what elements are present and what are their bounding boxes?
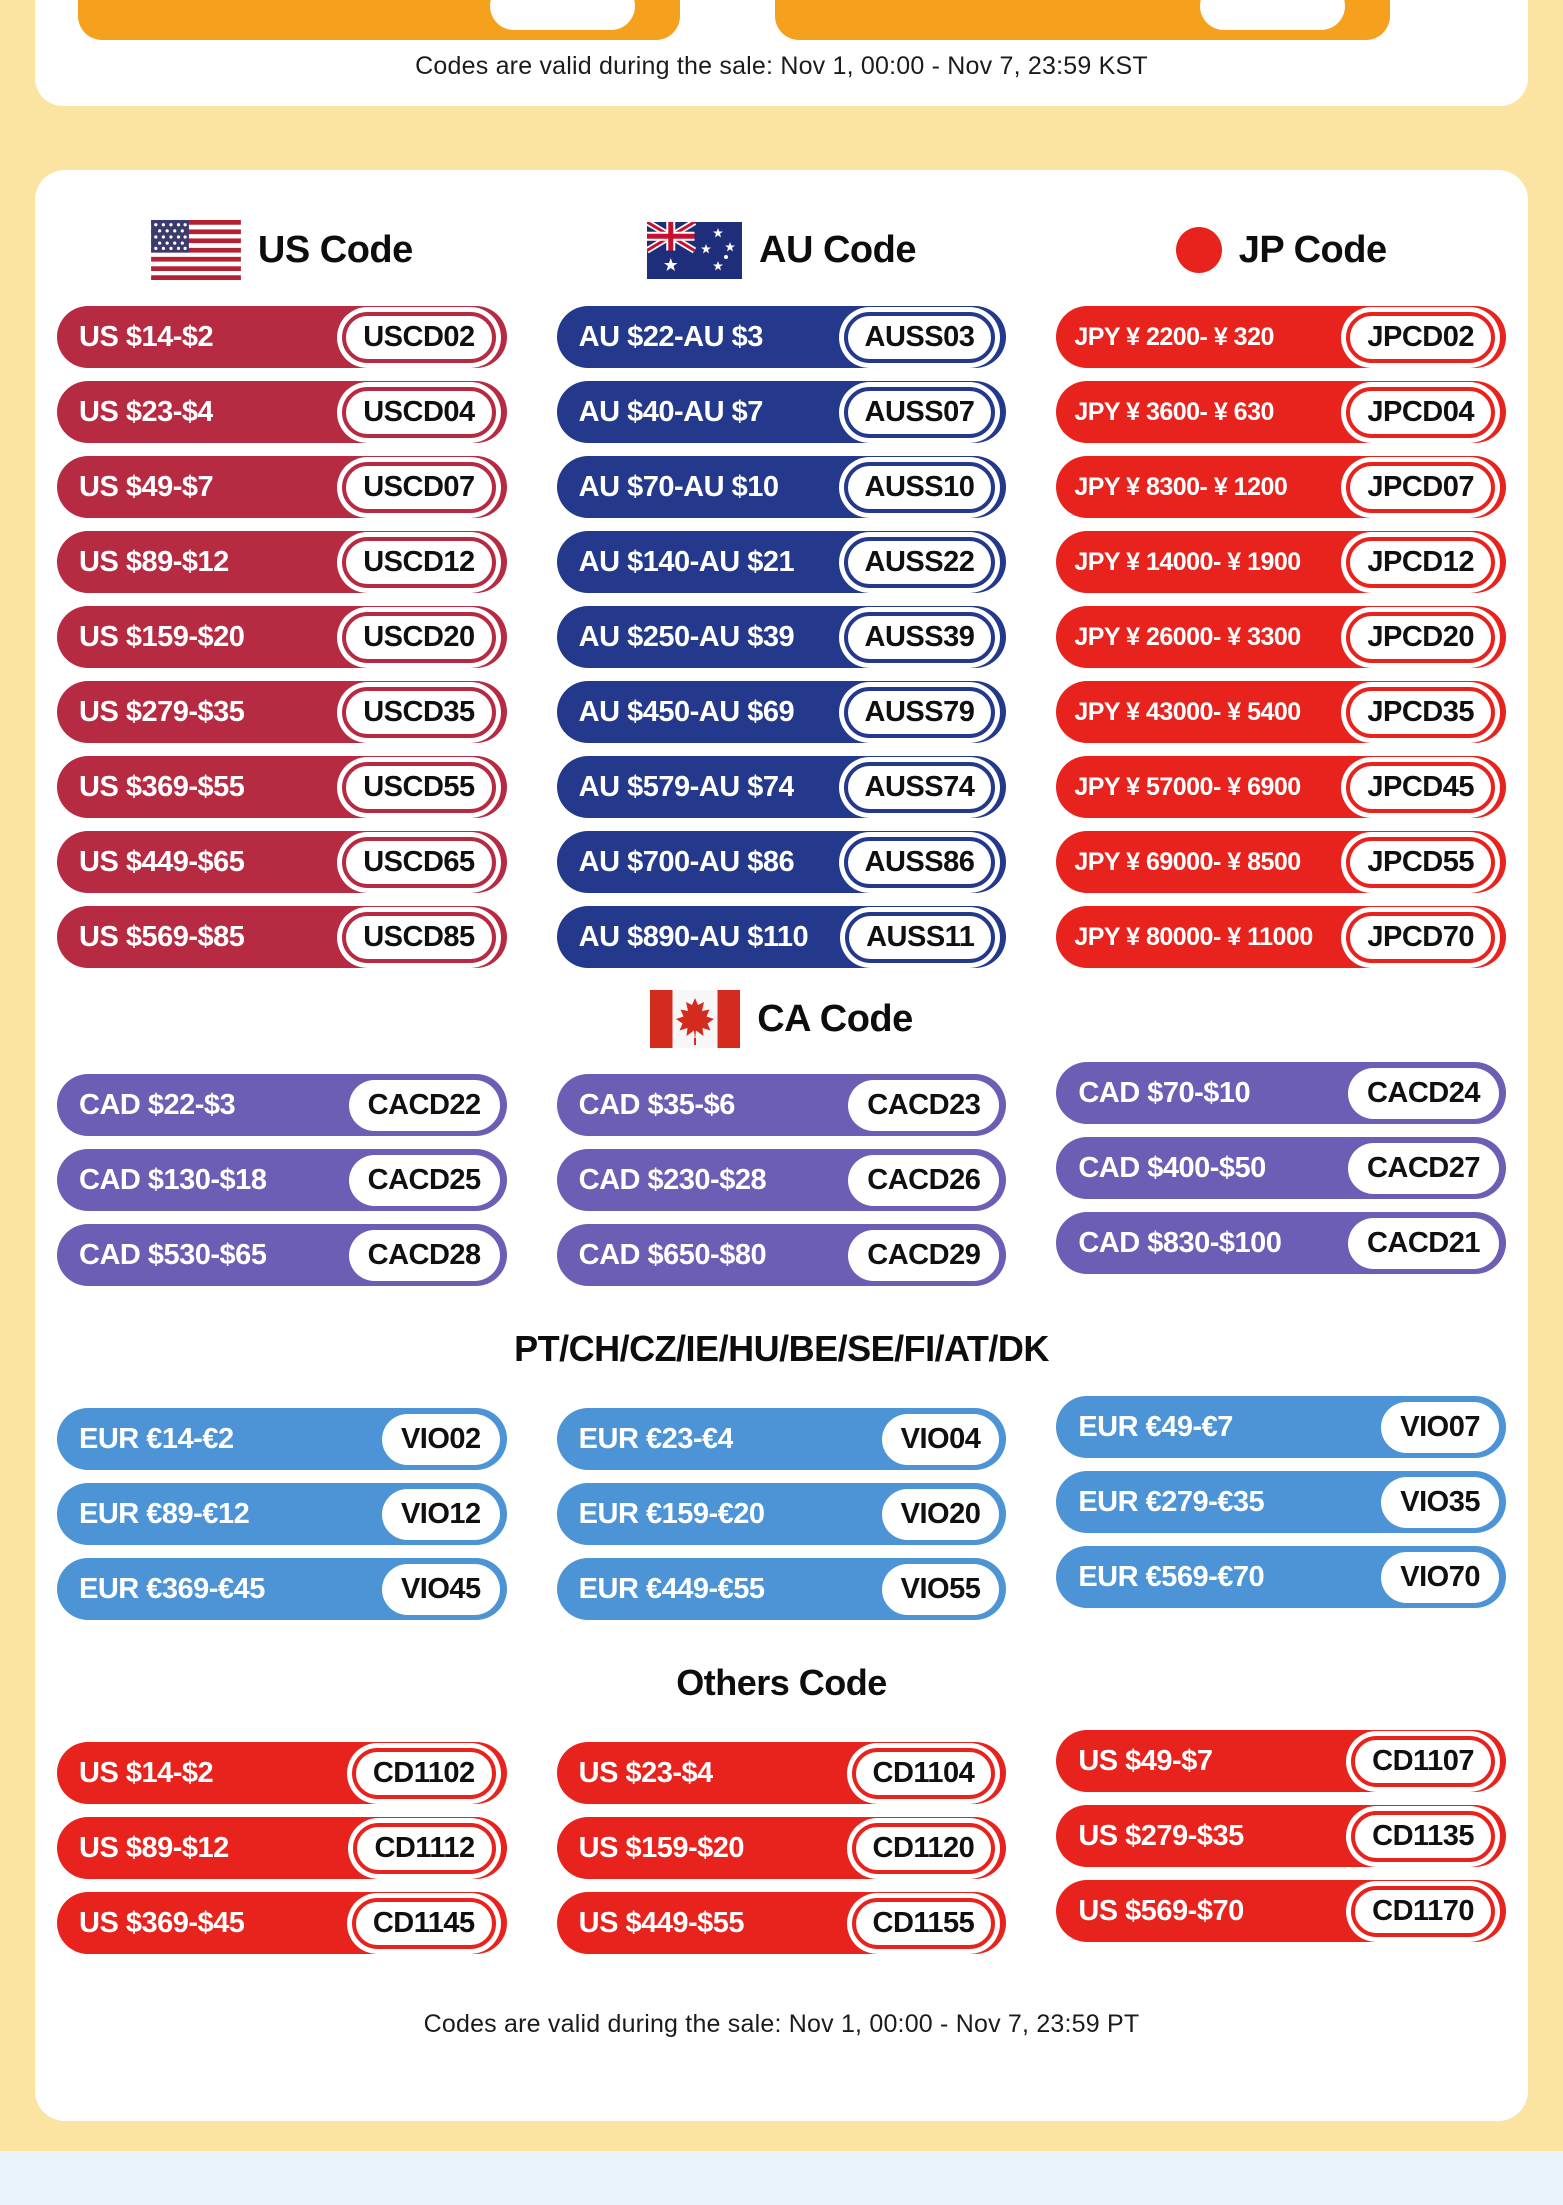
coupon-amount: JPY ¥ 8300- ¥ 1200 xyxy=(1074,472,1288,501)
coupon-amount: JPY ¥ 57000- ¥ 6900 xyxy=(1074,772,1301,801)
coupon-code[interactable]: CACD28 xyxy=(349,1230,500,1281)
coupon-amount: AU $22-AU $3 xyxy=(578,320,763,353)
coupon-amount: US $23-$4 xyxy=(578,1756,713,1789)
coupon-code[interactable]: CD1102 xyxy=(352,1748,496,1799)
coupon-amount: EUR €159-€20 xyxy=(578,1497,765,1530)
coupon-amount: EUR €14-€2 xyxy=(79,1422,234,1455)
coupon-amount: US $449-$55 xyxy=(578,1906,745,1939)
coupon-pill[interactable] xyxy=(57,756,507,818)
coupon-code[interactable]: VIO04 xyxy=(882,1414,1000,1465)
us-code-title: US Code xyxy=(257,228,413,271)
coupon-code[interactable]: VIO02 xyxy=(382,1414,500,1465)
coupon-pill[interactable] xyxy=(1056,831,1506,893)
coupon-code[interactable]: VIO70 xyxy=(1381,1552,1499,1603)
coupon-code[interactable]: USCD12 xyxy=(342,537,495,588)
coupon-pill[interactable] xyxy=(557,681,1007,743)
coupon-pill[interactable] xyxy=(57,456,507,518)
coupon-pill[interactable] xyxy=(57,906,507,968)
coupon-code[interactable]: JPCD45 xyxy=(1346,762,1495,813)
coupon-pill[interactable] xyxy=(57,1817,507,1879)
coupon-amount: CAD $35-$6 xyxy=(578,1088,735,1121)
coupon-code[interactable]: CD1104 xyxy=(852,1748,996,1799)
coupon-pill[interactable] xyxy=(557,1483,1007,1545)
coupon-pill[interactable] xyxy=(557,531,1007,593)
coupon-pill[interactable] xyxy=(57,1558,507,1620)
coupon-pill[interactable] xyxy=(557,1558,1007,1620)
coupon-amount: CAD $530-$65 xyxy=(79,1238,267,1271)
coupon-code[interactable]: AUSS10 xyxy=(844,462,996,513)
coupon-amount: JPY ¥ 2200- ¥ 320 xyxy=(1074,322,1274,351)
eur-coupon-grid xyxy=(57,1408,1506,1620)
coupon-pill[interactable] xyxy=(1056,456,1506,518)
coupon-pill[interactable] xyxy=(557,1224,1007,1286)
coupon-amount: US $14-$2 xyxy=(79,320,214,353)
coupon-amount: US $159-$20 xyxy=(79,620,245,653)
coupon-pill[interactable] xyxy=(1056,1880,1506,1942)
coupon-code[interactable]: AUSS03 xyxy=(844,312,996,363)
coupon-pill[interactable] xyxy=(1056,1471,1506,1533)
coupon-code[interactable]: USCD55 xyxy=(342,762,495,813)
coupon-code[interactable]: CACD22 xyxy=(349,1080,500,1131)
coupon-amount: AU $700-AU $86 xyxy=(578,845,795,878)
coupon-amount: AU $450-AU $69 xyxy=(578,695,795,728)
orange-coupon-fragment[interactable] xyxy=(775,0,1390,40)
coupon-code[interactable]: JPCD07 xyxy=(1346,462,1495,513)
validity-note-kst: Codes are valid during the sale: Nov 1, 00:00 - Nov 7, 23:59 KST xyxy=(415,51,1148,80)
coupon-amount: US $49-$7 xyxy=(1078,1744,1213,1777)
coupon-amount: CAD $130-$18 xyxy=(79,1163,267,1196)
coupon-amount: CAD $650-$80 xyxy=(578,1238,767,1271)
coupon-pill[interactable] xyxy=(557,756,1007,818)
coupon-code[interactable]: CD1145 xyxy=(352,1898,496,1949)
coupon-pill[interactable] xyxy=(557,381,1007,443)
coupon-pill[interactable] xyxy=(1056,756,1506,818)
coupon-pill[interactable] xyxy=(57,1483,507,1545)
coupon-code[interactable]: VIO12 xyxy=(382,1489,500,1540)
ca-coupon-grid xyxy=(57,1074,1506,1286)
coupon-amount: US $279-$35 xyxy=(1078,1819,1244,1852)
coupon-pill[interactable] xyxy=(57,306,507,368)
coupon-code[interactable]: CACD26 xyxy=(848,1155,999,1206)
coupon-amount: CAD $70-$10 xyxy=(1078,1076,1251,1109)
coupon-amount: US $369-$45 xyxy=(79,1906,245,1939)
others-code-header: Others Code xyxy=(676,1662,887,1703)
validity-note-pt: Codes are valid during the sale: Nov 1, 00:00 - Nov 7, 23:59 PT xyxy=(423,2010,1140,2038)
jp-code-header xyxy=(1056,220,1506,280)
coupon-amount: EUR €23-€4 xyxy=(578,1422,734,1455)
coupon-pill[interactable] xyxy=(557,606,1007,668)
coupon-amount: US $89-$12 xyxy=(79,1831,229,1864)
coupon-code[interactable]: USCD35 xyxy=(342,687,495,738)
coupon-pill[interactable] xyxy=(57,1408,507,1470)
coupon-amount: US $89-$12 xyxy=(79,545,229,578)
coupon-code[interactable]: CD1107 xyxy=(1351,1736,1495,1787)
us-flag-icon xyxy=(151,220,241,280)
coupon-pill[interactable] xyxy=(1056,1546,1506,1608)
coupon-amount: EUR €449-€55 xyxy=(578,1572,765,1605)
coupon-amount: AU $70-AU $10 xyxy=(578,470,779,503)
coupon-code[interactable]: JPCD35 xyxy=(1346,687,1495,738)
us-coupon-column xyxy=(57,306,507,968)
coupon-pill[interactable] xyxy=(57,381,507,443)
jp-code-title: JP Code xyxy=(1238,228,1387,271)
coupon-pill[interactable] xyxy=(557,906,1007,968)
coupon-code[interactable]: AUSS22 xyxy=(844,537,996,588)
coupon-amount: JPY ¥ 80000- ¥ 11000 xyxy=(1074,922,1313,951)
coupon-code[interactable]: USCD02 xyxy=(342,312,495,363)
coupon-code[interactable]: CACD25 xyxy=(349,1155,500,1206)
coupon-pill[interactable] xyxy=(557,1149,1007,1211)
coupon-pill[interactable] xyxy=(557,1892,1007,1954)
coupon-amount: CAD $830-$100 xyxy=(1078,1226,1282,1259)
coupon-pill[interactable] xyxy=(57,1742,507,1804)
coupon-pill[interactable] xyxy=(557,1074,1007,1136)
coupon-code[interactable]: JPCD55 xyxy=(1346,837,1495,888)
coupon-pill[interactable] xyxy=(57,606,507,668)
coupon-amount: US $14-$2 xyxy=(79,1756,214,1789)
coupon-amount: AU $890-AU $110 xyxy=(578,920,809,953)
coupon-code[interactable]: VIO07 xyxy=(1381,1402,1499,1453)
coupon-pill[interactable] xyxy=(57,1074,507,1136)
ca-code-header xyxy=(57,990,1506,1048)
coupon-amount: JPY ¥ 26000- ¥ 3300 xyxy=(1074,622,1301,651)
coupon-code[interactable]: AUSS74 xyxy=(844,762,996,813)
top-coupon-strip xyxy=(35,0,1528,106)
coupon-code[interactable]: CD1135 xyxy=(1351,1811,1495,1862)
ca-code-title: CA Code xyxy=(757,997,913,1040)
coupon-code[interactable]: CD1112 xyxy=(353,1823,495,1874)
jp-coupon-column xyxy=(1056,306,1506,968)
coupon-pill[interactable] xyxy=(1056,1730,1506,1792)
coupon-amount: AU $250-AU $39 xyxy=(578,620,795,653)
coupon-amount: JPY ¥ 69000- ¥ 8500 xyxy=(1074,847,1301,876)
others-coupon-grid xyxy=(57,1742,1506,1954)
coupon-pill[interactable] xyxy=(1056,1137,1506,1199)
coupon-code[interactable]: USCD20 xyxy=(342,612,495,663)
coupon-code[interactable]: AUSS39 xyxy=(844,612,996,663)
ca-flag-icon xyxy=(650,990,740,1048)
coupon-pill[interactable] xyxy=(1056,1062,1506,1124)
au-coupon-column xyxy=(557,306,1007,968)
coupon-pill[interactable] xyxy=(1056,531,1506,593)
coupon-code[interactable]: JPCD12 xyxy=(1346,537,1495,588)
coupon-code[interactable]: CACD23 xyxy=(848,1080,999,1131)
coupon-pill[interactable] xyxy=(57,831,507,893)
coupon-amount: CAD $22-$3 xyxy=(79,1088,236,1121)
coupon-code[interactable]: CACD21 xyxy=(1348,1218,1499,1269)
coupon-pill[interactable] xyxy=(557,831,1007,893)
coupon-pill[interactable] xyxy=(557,456,1007,518)
coupon-pill[interactable] xyxy=(1056,306,1506,368)
eur-countries-header: PT/CH/CZ/IE/HU/BE/SE/FI/AT/DK xyxy=(514,1328,1049,1369)
coupon-pill[interactable] xyxy=(557,1408,1007,1470)
coupon-pill[interactable] xyxy=(1056,1396,1506,1458)
coupon-amount: AU $40-AU $7 xyxy=(578,395,763,428)
coupon-pill[interactable] xyxy=(1056,381,1506,443)
coupon-code[interactable]: JPCD04 xyxy=(1346,387,1495,438)
coupon-amount: US $449-$65 xyxy=(79,845,245,878)
coupon-pill[interactable] xyxy=(1056,1805,1506,1867)
coupon-code[interactable]: AUSS79 xyxy=(844,687,996,738)
coupon-pill[interactable] xyxy=(57,1224,507,1286)
au-code-header xyxy=(557,220,1007,280)
coupon-amount: EUR €279-€35 xyxy=(1078,1485,1265,1518)
coupon-amount: US $159-$20 xyxy=(578,1831,745,1864)
coupon-amount: AU $579-AU $74 xyxy=(578,770,795,803)
coupon-code[interactable]: JPCD70 xyxy=(1346,912,1495,963)
coupon-amount: JPY ¥ 3600- ¥ 630 xyxy=(1074,397,1274,426)
coupon-code[interactable]: CACD27 xyxy=(1348,1143,1499,1194)
coupon-amount: US $569-$85 xyxy=(79,920,245,953)
next-section-strip xyxy=(0,2151,1563,2205)
coupon-pill[interactable] xyxy=(57,531,507,593)
coupon-pill[interactable] xyxy=(557,1742,1007,1804)
coupon-code[interactable]: CD1170 xyxy=(1351,1886,1495,1937)
coupon-amount: JPY ¥ 43000- ¥ 5400 xyxy=(1074,697,1301,726)
coupon-code[interactable]: VIO20 xyxy=(882,1489,1000,1540)
coupon-pill[interactable] xyxy=(57,1149,507,1211)
coupon-code-capsule xyxy=(490,0,635,30)
coupon-code[interactable]: CACD24 xyxy=(1348,1068,1499,1119)
coupon-code[interactable]: AUSS86 xyxy=(844,837,996,888)
orange-coupon-fragment[interactable] xyxy=(78,0,680,40)
au-flag-icon xyxy=(647,222,742,279)
coupon-amount: JPY ¥ 14000- ¥ 1900 xyxy=(1074,547,1301,576)
coupon-amount: EUR €569-€70 xyxy=(1078,1560,1265,1593)
coupon-amount: EUR €49-€7 xyxy=(1078,1410,1233,1443)
coupon-code[interactable]: USCD85 xyxy=(342,912,495,963)
coupon-code[interactable]: VIO45 xyxy=(382,1564,500,1615)
coupon-amount: US $279-$35 xyxy=(79,695,245,728)
coupon-code[interactable]: USCD04 xyxy=(342,387,495,438)
coupon-code[interactable]: USCD65 xyxy=(342,837,495,888)
region-headers xyxy=(57,220,1506,280)
us-code-header xyxy=(57,220,507,280)
coupon-code[interactable]: VIO35 xyxy=(1381,1477,1499,1528)
coupon-pill[interactable] xyxy=(557,1817,1007,1879)
coupon-code-capsule xyxy=(1200,0,1345,30)
coupon-code[interactable]: JPCD02 xyxy=(1346,312,1495,363)
coupon-code[interactable]: VIO55 xyxy=(882,1564,1000,1615)
coupon-card xyxy=(35,170,1528,2121)
coupon-amount: US $49-$7 xyxy=(79,470,214,503)
coupon-pill[interactable] xyxy=(1056,906,1506,968)
coupon-code[interactable]: AUSS07 xyxy=(844,387,996,438)
au-code-title: AU Code xyxy=(759,228,916,271)
coupon-code[interactable]: JPCD20 xyxy=(1346,612,1495,663)
main-coupon-grid xyxy=(57,306,1506,968)
coupon-code[interactable]: USCD07 xyxy=(342,462,495,513)
coupon-amount: CAD $400-$50 xyxy=(1078,1151,1266,1184)
jp-flag-icon xyxy=(1176,227,1222,273)
coupon-amount: AU $140-AU $21 xyxy=(578,545,795,578)
coupon-amount: EUR €369-€45 xyxy=(79,1572,265,1605)
coupon-amount: CAD $230-$28 xyxy=(578,1163,767,1196)
coupon-pill[interactable] xyxy=(57,1892,507,1954)
coupon-pill[interactable] xyxy=(1056,606,1506,668)
coupon-pill[interactable] xyxy=(1056,1212,1506,1274)
coupon-code[interactable]: AUSS11 xyxy=(845,912,995,963)
coupon-pill[interactable] xyxy=(1056,681,1506,743)
coupon-code[interactable]: CD1155 xyxy=(852,1898,996,1949)
coupon-amount: US $569-$70 xyxy=(1078,1894,1244,1927)
coupon-amount: US $369-$55 xyxy=(79,770,245,803)
coupon-code[interactable]: CD1120 xyxy=(852,1823,996,1874)
coupon-code[interactable]: CACD29 xyxy=(848,1230,999,1281)
coupon-amount: EUR €89-€12 xyxy=(79,1497,250,1530)
coupon-pill[interactable] xyxy=(57,681,507,743)
coupon-amount: US $23-$4 xyxy=(79,395,214,428)
coupon-pill[interactable] xyxy=(557,306,1007,368)
